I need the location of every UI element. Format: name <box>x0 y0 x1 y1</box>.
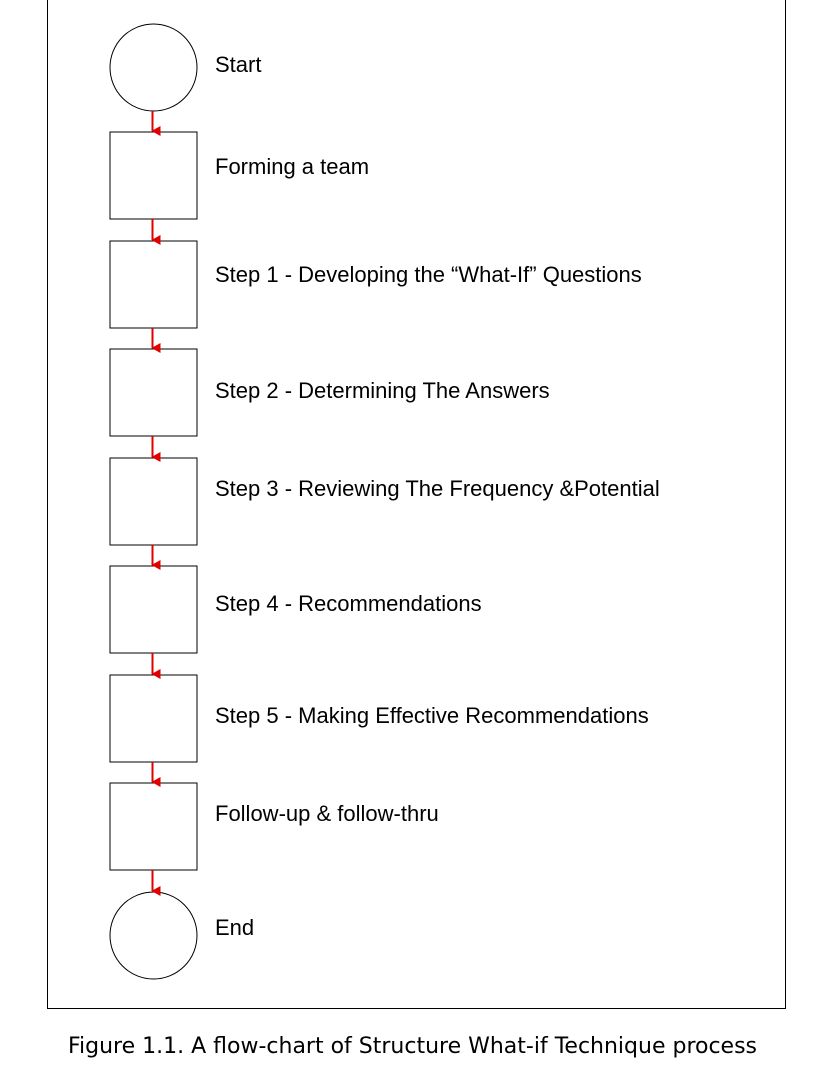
node-step5-label: Step 5 - Making Effective Recommendations <box>215 703 649 728</box>
node-end-circle <box>110 892 197 979</box>
node-step3-rect <box>110 458 197 545</box>
node-step3-label: Step 3 - Reviewing The Frequency &Potential <box>215 476 660 501</box>
node-step1-label: Step 1 - Developing the “What-If” Questions <box>215 262 642 287</box>
node-forming-rect <box>110 132 197 219</box>
node-followup-label: Follow-up & follow-thru <box>215 801 439 826</box>
node-step4-label: Step 4 - Recommendations <box>215 591 482 616</box>
node-forming-label: Forming a team <box>215 154 370 179</box>
node-step1-rect <box>110 241 197 328</box>
figure-caption: Figure 1.1. A flow-chart of Structure What-if Technique process <box>67 1034 758 1059</box>
node-step4-rect <box>110 566 197 653</box>
node-step2-rect <box>110 349 197 436</box>
node-followup-rect <box>110 783 197 870</box>
node-end-label: End <box>215 915 255 940</box>
node-start-circle <box>110 24 197 111</box>
node-step5-rect <box>110 675 197 762</box>
node-step2-label: Step 2 - Determining The Answers <box>215 378 550 403</box>
node-start-label: Start <box>215 52 262 77</box>
